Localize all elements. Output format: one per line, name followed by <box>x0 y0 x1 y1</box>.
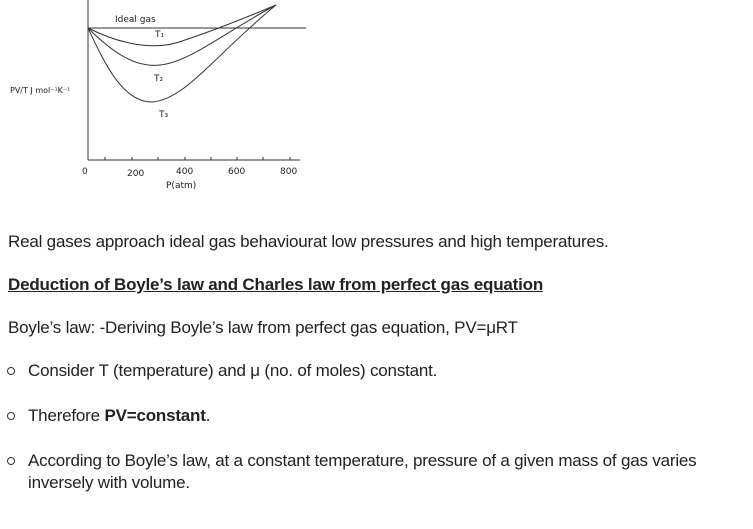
tick-label-400: 400 <box>176 167 194 177</box>
y-axis-label: PV/T J mol⁻¹K⁻¹ <box>10 86 71 95</box>
bullet-text: Consider T (temperature) and μ (no. of moles) constant. <box>28 361 438 380</box>
label-t2: T₂ <box>154 74 164 84</box>
bullet-marker <box>7 367 15 375</box>
intro-text: Real gases approach ideal gas behaviourat low pressures and high temperatures. <box>8 232 609 251</box>
label-t1: T₁ <box>155 30 165 40</box>
x-axis-label: P(atm) <box>166 181 197 191</box>
tick-label-0: 0 <box>82 167 88 177</box>
tick-label-600: 600 <box>228 167 246 177</box>
pv-over-t-graph <box>0 0 320 200</box>
curve-t1 <box>88 5 276 46</box>
label-ideal-gas: Ideal gas <box>115 15 156 25</box>
bullet-text-prefix: Therefore <box>28 406 105 425</box>
label-t3: T₃ <box>159 110 169 120</box>
boyle-intro: Boyle’s law: -Deriving Boyle’s law from perfect gas equation, PV=μRT <box>8 318 518 337</box>
tick-label-800: 800 <box>280 167 298 177</box>
bullet-text <box>28 405 748 427</box>
bullet-marker <box>7 412 15 420</box>
bullet-text: According to Boyle’s law, at a constant temperature, pressure of a given mass of gas varies inversely with volume. <box>28 451 697 492</box>
tick-label-200: 200 <box>127 169 145 179</box>
bullet-text-suffix: . <box>205 406 211 425</box>
section-heading: Deduction of Boyle’s law and Charles law from perfect gas equation <box>8 275 544 294</box>
bullet-marker <box>7 457 15 465</box>
bullet-text-bold: PV=constant <box>104 406 206 425</box>
